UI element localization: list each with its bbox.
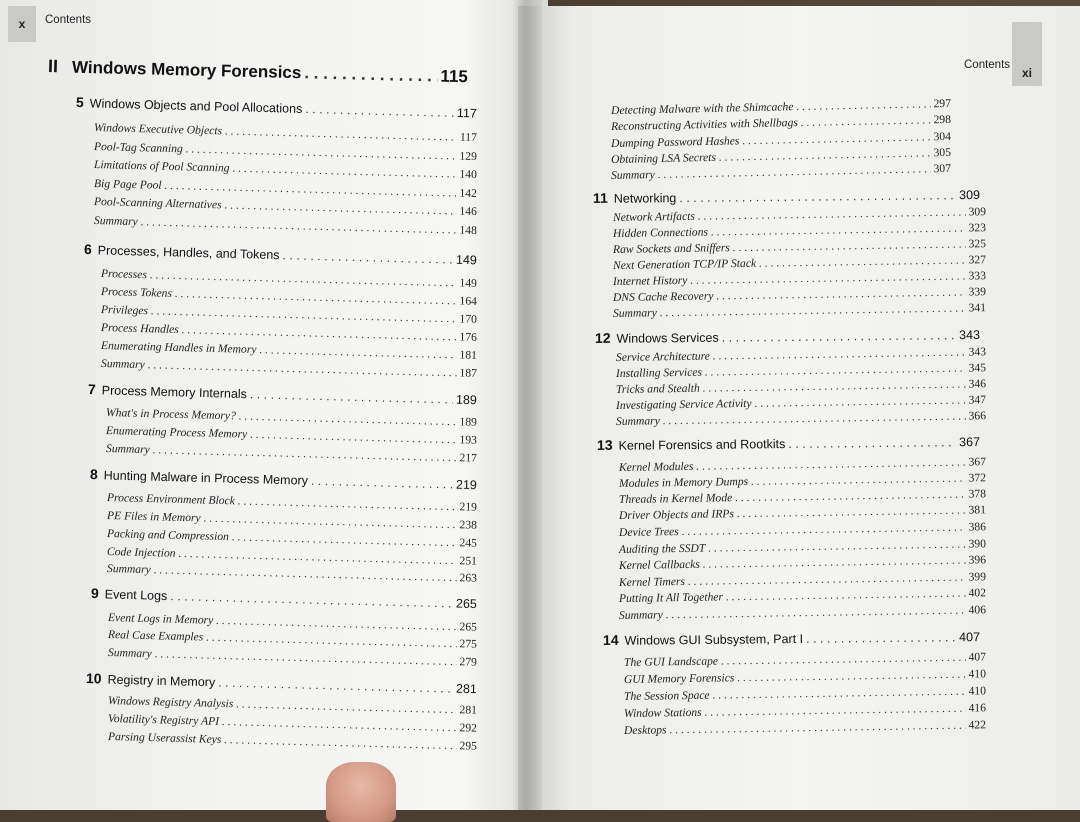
section-page: 399 bbox=[968, 570, 987, 584]
section-title: Windows Registry Analysis bbox=[107, 694, 234, 711]
leader-dots bbox=[153, 443, 457, 464]
section-title: Tricks and Stealth bbox=[615, 381, 700, 396]
chapter-page: 309 bbox=[959, 187, 981, 203]
section-page: 323 bbox=[968, 221, 987, 235]
section-page: 410 bbox=[968, 667, 987, 681]
section-title: Desktops bbox=[623, 723, 667, 737]
section-page: 341 bbox=[968, 301, 987, 315]
section-page: 390 bbox=[968, 537, 987, 551]
chapter-entry bbox=[593, 186, 980, 206]
leader-dots bbox=[742, 130, 930, 147]
section-title: Network Artifacts bbox=[612, 209, 696, 224]
section-page: 372 bbox=[968, 471, 987, 485]
leader-dots bbox=[150, 268, 457, 289]
section-title: Window Stations bbox=[623, 705, 702, 720]
chapter-title: Kernel Forensics and Rootkits bbox=[618, 437, 786, 453]
chapter-page: 149 bbox=[455, 252, 478, 268]
chapter-title: Event Logs bbox=[104, 587, 168, 603]
section-title: Device Trees bbox=[618, 525, 679, 539]
section-title: Detecting Malware with the Shimcache bbox=[610, 100, 794, 117]
section-title: Summary bbox=[105, 442, 150, 457]
leader-dots bbox=[151, 304, 457, 325]
book-spine-shadow bbox=[512, 0, 542, 810]
leader-dots bbox=[682, 521, 966, 538]
leader-dots bbox=[238, 494, 457, 513]
section-page: 164 bbox=[459, 294, 478, 308]
leader-dots bbox=[737, 504, 966, 521]
chapter-title: Process Memory Internals bbox=[101, 383, 248, 402]
leader-dots bbox=[224, 733, 456, 752]
chapter-page: 281 bbox=[455, 681, 478, 697]
chapter-page: 189 bbox=[455, 392, 478, 408]
chapter-title: Networking bbox=[613, 191, 677, 206]
section-title: Auditing the SSDT bbox=[618, 541, 706, 556]
section-title: Code Injection bbox=[106, 545, 176, 560]
chapter-number: 14 bbox=[602, 631, 619, 648]
section-entry bbox=[108, 646, 477, 669]
leader-dots bbox=[703, 378, 966, 395]
chapter-entry bbox=[603, 628, 980, 648]
section-entry bbox=[624, 667, 986, 686]
chapter-entry bbox=[88, 381, 477, 407]
chapter-entry bbox=[76, 94, 477, 120]
chapter-number: 6 bbox=[83, 241, 93, 258]
chapter-number: 7 bbox=[87, 381, 97, 398]
section-title: Kernel Modules bbox=[618, 459, 694, 474]
leader-dots bbox=[259, 343, 456, 361]
left-running-head: Contents bbox=[45, 14, 92, 26]
leader-dots bbox=[186, 142, 457, 162]
leader-dots bbox=[148, 358, 457, 379]
leader-dots bbox=[719, 146, 931, 163]
leader-dots bbox=[713, 685, 966, 702]
chapter-entry bbox=[86, 670, 477, 696]
chapter-entry bbox=[91, 585, 477, 611]
section-title: Summary bbox=[615, 414, 660, 428]
section-title: Next Generation TCP/IP Stack bbox=[612, 256, 757, 272]
section-page: 263 bbox=[459, 571, 478, 585]
leader-dots bbox=[705, 362, 966, 379]
section-title: Summary bbox=[106, 562, 151, 577]
chapter-page: 343 bbox=[959, 327, 981, 343]
leader-dots bbox=[716, 285, 965, 302]
section-page: 292 bbox=[459, 721, 478, 735]
chapter-page: 407 bbox=[959, 630, 981, 645]
section-page: 407 bbox=[968, 650, 987, 664]
leader-dots bbox=[175, 287, 457, 307]
section-title: Kernel Timers bbox=[618, 574, 686, 589]
section-page: 346 bbox=[968, 377, 987, 391]
leader-dots bbox=[721, 651, 966, 668]
section-entry bbox=[101, 357, 477, 380]
section-page: 142 bbox=[459, 186, 478, 201]
section-title: The Session Space bbox=[623, 688, 710, 703]
leader-dots bbox=[282, 248, 453, 266]
section-page: 189 bbox=[459, 415, 478, 429]
section-page: 333 bbox=[968, 269, 987, 283]
thumb-holding-page bbox=[326, 762, 396, 822]
section-entry bbox=[619, 520, 986, 539]
section-title: Putting It All Together bbox=[618, 590, 724, 605]
leader-dots bbox=[206, 631, 457, 651]
section-title: Enumerating Handles in Memory bbox=[100, 339, 257, 357]
section-entry bbox=[619, 586, 986, 605]
section-page: 367 bbox=[968, 455, 987, 469]
section-entry bbox=[624, 718, 986, 737]
leader-dots bbox=[666, 604, 966, 622]
section-title: Privileges bbox=[100, 303, 149, 318]
leader-dots bbox=[203, 512, 456, 532]
section-title: What's in Process Memory? bbox=[105, 406, 237, 423]
part-page: 115 bbox=[440, 66, 469, 87]
leader-dots bbox=[722, 328, 957, 344]
leader-dots bbox=[141, 215, 457, 236]
chapter-number: 13 bbox=[596, 436, 613, 453]
leader-dots bbox=[690, 269, 965, 286]
section-title: Summary bbox=[100, 357, 145, 372]
leader-dots bbox=[218, 675, 453, 695]
leader-dots bbox=[713, 346, 966, 363]
section-title: Big Page Pool bbox=[93, 177, 162, 192]
section-entry bbox=[624, 701, 986, 720]
section-page: 378 bbox=[968, 487, 987, 501]
chapter-title: Registry in Memory bbox=[107, 672, 216, 690]
section-entry bbox=[624, 650, 986, 669]
leader-dots bbox=[232, 162, 456, 181]
section-entry bbox=[619, 603, 986, 622]
leader-dots bbox=[698, 205, 966, 222]
section-page: 245 bbox=[459, 536, 478, 550]
chapter-number: 9 bbox=[90, 585, 100, 602]
section-page: 345 bbox=[968, 361, 987, 375]
section-page: 170 bbox=[459, 312, 478, 326]
chapter-number: 12 bbox=[594, 329, 611, 346]
section-page: 279 bbox=[459, 655, 478, 669]
section-title: Kernel Callbacks bbox=[618, 557, 700, 572]
section-entry bbox=[106, 442, 477, 465]
section-page: 325 bbox=[968, 237, 987, 251]
section-page: 396 bbox=[968, 553, 987, 567]
leader-dots bbox=[216, 614, 457, 633]
leader-dots bbox=[796, 97, 930, 113]
left-page-number-tab: x bbox=[8, 6, 36, 42]
chapter-number: 11 bbox=[592, 189, 608, 206]
section-page: 265 bbox=[459, 620, 478, 634]
section-title: Dumping Password Hashes bbox=[610, 134, 740, 150]
section-page: 297 bbox=[933, 96, 952, 111]
section-page: 148 bbox=[459, 223, 478, 238]
leader-dots bbox=[703, 554, 966, 571]
chapter-entry bbox=[597, 433, 980, 453]
section-title: Service Architecture bbox=[615, 349, 710, 364]
section-title: Packing and Compression bbox=[106, 527, 230, 544]
leader-dots bbox=[305, 102, 454, 120]
leader-dots bbox=[222, 715, 457, 734]
section-page: 304 bbox=[933, 129, 952, 144]
section-page: 281 bbox=[459, 703, 478, 717]
section-title: Driver Objects and IRPs bbox=[618, 507, 735, 522]
section-page: 298 bbox=[933, 112, 952, 127]
leader-dots bbox=[711, 221, 966, 238]
leader-dots bbox=[751, 472, 966, 488]
leader-dots bbox=[250, 428, 457, 446]
section-page: 410 bbox=[968, 684, 987, 698]
section-page: 187 bbox=[459, 366, 478, 380]
section-page: 238 bbox=[459, 518, 478, 532]
section-title: DNS Cache Recovery bbox=[612, 289, 714, 304]
part-title bbox=[48, 56, 468, 87]
chapter-entry bbox=[84, 241, 477, 267]
section-title: Internet History bbox=[612, 273, 688, 288]
section-title: Enumerating Process Memory bbox=[105, 424, 248, 441]
section-page: 386 bbox=[968, 520, 987, 534]
leader-dots bbox=[311, 474, 453, 492]
section-title: Limitations of Pool Scanning bbox=[93, 158, 230, 175]
chapter-title: Windows Services bbox=[616, 330, 719, 346]
section-page: 295 bbox=[459, 739, 478, 753]
leader-dots bbox=[679, 188, 956, 205]
part-name: Windows Memory Forensics bbox=[71, 57, 302, 83]
leader-dots bbox=[688, 571, 966, 588]
section-title: Modules in Memory Dumps bbox=[618, 474, 749, 490]
section-title: Parsing Userassist Keys bbox=[107, 730, 222, 746]
chapter-page: 219 bbox=[455, 477, 478, 493]
section-page: 327 bbox=[968, 253, 987, 267]
right-page bbox=[518, 6, 1080, 810]
chapter-page: 117 bbox=[456, 105, 478, 121]
section-page: 275 bbox=[459, 637, 478, 651]
leader-dots bbox=[737, 668, 965, 685]
right-page-number-tab: xi bbox=[1012, 22, 1042, 86]
section-title: Installing Services bbox=[615, 365, 703, 380]
section-title: Process Tokens bbox=[100, 285, 173, 300]
leader-dots bbox=[236, 697, 456, 716]
section-title: Pool-Scanning Alternatives bbox=[93, 195, 222, 212]
leader-dots bbox=[755, 394, 966, 410]
section-title: Process Handles bbox=[100, 321, 179, 337]
leader-dots bbox=[696, 456, 965, 473]
section-page: 406 bbox=[968, 603, 987, 617]
chapter-entry bbox=[595, 326, 980, 346]
section-title: Summary bbox=[612, 306, 657, 320]
section-title: Pool-Tag Scanning bbox=[93, 140, 183, 156]
section-entry bbox=[619, 553, 986, 572]
section-entry bbox=[613, 301, 986, 320]
section-page: 181 bbox=[459, 348, 478, 362]
section-title: Volatility's Registry API bbox=[107, 712, 220, 728]
section-title: Threads in Kernel Mode bbox=[618, 491, 733, 506]
section-title: Processes bbox=[100, 267, 148, 282]
section-page: 309 bbox=[968, 205, 987, 219]
section-page: 146 bbox=[459, 204, 478, 219]
section-page: 366 bbox=[968, 409, 987, 423]
section-title: PE Files in Memory bbox=[106, 509, 201, 525]
section-title: Event Logs in Memory bbox=[107, 611, 214, 627]
leader-dots bbox=[155, 647, 457, 668]
leader-dots bbox=[232, 530, 457, 549]
section-page: 339 bbox=[968, 285, 987, 299]
leader-dots bbox=[658, 162, 931, 181]
section-page: 307 bbox=[933, 161, 952, 176]
section-title: Obtaining LSA Secrets bbox=[610, 150, 717, 166]
chapter-number: 10 bbox=[85, 670, 102, 687]
section-title: Hidden Connections bbox=[612, 225, 709, 240]
leader-dots bbox=[660, 301, 966, 319]
chapter-title: Windows Objects and Pool Allocations bbox=[89, 96, 303, 116]
leader-dots bbox=[669, 719, 965, 737]
right-running-head: Contents bbox=[964, 59, 1011, 71]
leader-dots bbox=[304, 63, 438, 86]
leader-dots bbox=[801, 113, 931, 129]
section-entry bbox=[94, 214, 477, 237]
section-page: 416 bbox=[968, 701, 987, 715]
leader-dots bbox=[164, 179, 456, 200]
chapter-page: 367 bbox=[959, 434, 981, 450]
leader-dots bbox=[726, 587, 966, 604]
section-page: 176 bbox=[459, 330, 478, 344]
section-page: 381 bbox=[968, 503, 987, 517]
section-page: 117 bbox=[459, 130, 478, 145]
leader-dots bbox=[225, 124, 457, 143]
leader-dots bbox=[735, 488, 966, 505]
chapter-entry bbox=[90, 466, 477, 492]
section-title: Summary bbox=[107, 646, 152, 661]
section-title: Real Case Examples bbox=[107, 628, 204, 644]
section-title: Process Environment Block bbox=[106, 491, 236, 508]
section-title: Summary bbox=[618, 608, 663, 622]
leader-dots bbox=[224, 198, 456, 217]
section-entry bbox=[624, 684, 986, 703]
leader-dots bbox=[705, 702, 966, 719]
leader-dots bbox=[663, 410, 966, 428]
section-page: 305 bbox=[933, 145, 952, 160]
leader-dots bbox=[239, 409, 457, 428]
section-page: 402 bbox=[968, 586, 987, 600]
section-page: 129 bbox=[459, 149, 478, 164]
leader-dots bbox=[733, 237, 966, 254]
section-entry bbox=[616, 409, 986, 428]
section-page: 347 bbox=[968, 393, 987, 407]
chapter-title: Hunting Malware in Process Memory bbox=[103, 468, 309, 488]
section-entry bbox=[619, 503, 986, 522]
leader-dots bbox=[154, 563, 457, 584]
leader-dots bbox=[250, 387, 453, 406]
section-page: 217 bbox=[459, 451, 478, 465]
section-title: Windows Executive Objects bbox=[93, 121, 223, 138]
section-page: 343 bbox=[968, 345, 987, 359]
section-page: 149 bbox=[459, 276, 478, 290]
section-page: 219 bbox=[459, 500, 478, 514]
chapter-number: 5 bbox=[75, 94, 85, 111]
section-title: Reconstructing Activities with Shellbags bbox=[610, 116, 798, 133]
leader-dots bbox=[170, 589, 453, 610]
leader-dots bbox=[806, 630, 956, 646]
leader-dots bbox=[708, 538, 965, 555]
section-page: 193 bbox=[459, 433, 478, 447]
part-number: II bbox=[47, 56, 59, 77]
section-title: Investigating Service Activity bbox=[615, 396, 752, 412]
leader-dots bbox=[182, 323, 457, 343]
leader-dots bbox=[759, 253, 966, 269]
section-title: GUI Memory Forensics bbox=[623, 671, 735, 686]
section-title: Summary bbox=[610, 168, 655, 182]
section-page: 422 bbox=[968, 718, 987, 732]
section-page: 140 bbox=[459, 167, 478, 182]
section-title: Summary bbox=[93, 214, 138, 229]
section-title: Raw Sockets and Sniffers bbox=[612, 241, 730, 256]
chapter-title: Windows GUI Subsystem, Part I bbox=[624, 631, 804, 648]
section-title: The GUI Landscape bbox=[623, 654, 719, 669]
chapter-page: 265 bbox=[455, 596, 478, 612]
leader-dots bbox=[788, 435, 956, 451]
section-entry bbox=[108, 730, 477, 753]
section-page: 251 bbox=[459, 554, 478, 568]
chapter-number: 8 bbox=[89, 466, 99, 483]
chapter-title: Processes, Handles, and Tokens bbox=[97, 243, 280, 263]
